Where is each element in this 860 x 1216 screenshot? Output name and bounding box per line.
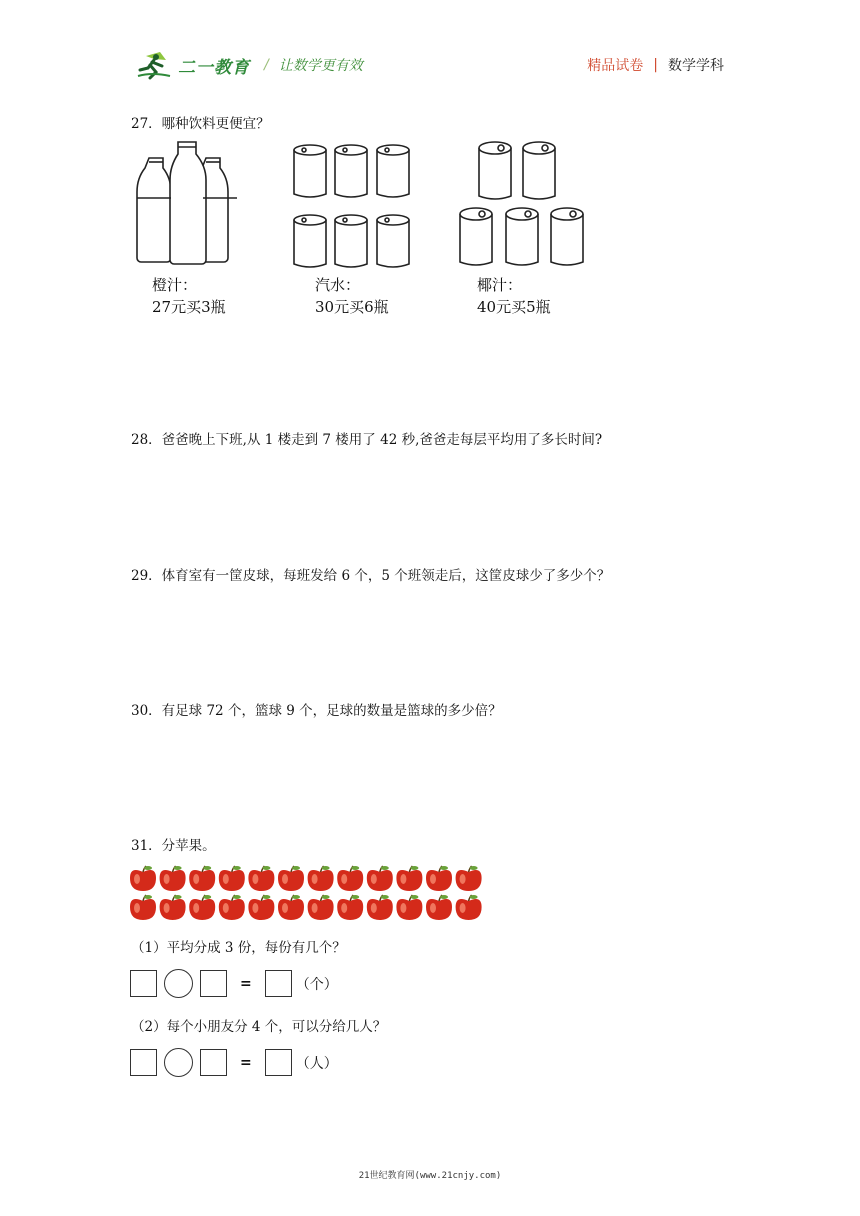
operator-circle[interactable] bbox=[164, 1048, 193, 1077]
apple-icon bbox=[219, 866, 245, 891]
unit-label: （个） bbox=[295, 976, 338, 993]
answer-box[interactable] bbox=[200, 1049, 227, 1076]
apple-icon bbox=[278, 895, 304, 920]
question-31-part-2: （2）每个小朋友分 4 个，可以分给几人？ bbox=[131, 1019, 387, 1035]
orange-juice-name: 橙汁： bbox=[152, 276, 198, 294]
apples-grid bbox=[130, 864, 486, 924]
question-29: 29．体育室有一筐皮球，每班发给 6 个，5 个班领走后，这筐皮球少了多少个？ bbox=[131, 568, 611, 584]
coconut-cans-icon bbox=[460, 142, 583, 265]
coconut-label bbox=[477, 274, 551, 318]
apple-icon bbox=[456, 866, 482, 891]
soda-cans-icon bbox=[294, 145, 409, 267]
apple-icon bbox=[426, 895, 452, 920]
question-31-part-1: （1）平均分成 3 份，每份有几个？ bbox=[131, 940, 346, 956]
orange-juice-label bbox=[152, 274, 226, 318]
apple-icon bbox=[337, 895, 363, 920]
header-subject: 数学学科 bbox=[668, 58, 724, 74]
header-tag: 精品试卷 bbox=[587, 58, 644, 74]
question-30: 30．有足球 72 个，篮球 9 个，足球的数量是篮球的多少倍？ bbox=[131, 703, 502, 719]
apple-icon bbox=[278, 866, 304, 891]
soda-price: 30元买6瓶 bbox=[315, 298, 389, 316]
apple-icon bbox=[160, 895, 186, 920]
result-box[interactable] bbox=[265, 970, 292, 997]
apple-icon bbox=[248, 866, 274, 891]
apple-icon bbox=[367, 895, 393, 920]
apple-icon bbox=[189, 895, 215, 920]
logo-text: 二一教育 bbox=[178, 57, 250, 78]
apple-icon bbox=[308, 895, 334, 920]
operator-circle[interactable] bbox=[164, 969, 193, 998]
apple-icon bbox=[456, 895, 482, 920]
slogan: 让数学更有效 bbox=[278, 58, 363, 74]
apple-icon bbox=[337, 866, 363, 891]
apple-icon bbox=[219, 895, 245, 920]
bottles-icon bbox=[137, 142, 237, 264]
header-separator: | bbox=[653, 57, 658, 73]
apple-icon bbox=[189, 866, 215, 891]
answer-row-1 bbox=[130, 969, 338, 998]
question-31: 31．分苹果。 bbox=[131, 838, 216, 854]
apple-icon bbox=[426, 866, 452, 891]
equals-sign: = bbox=[240, 975, 252, 992]
result-box[interactable] bbox=[265, 1049, 292, 1076]
unit-label: （人） bbox=[295, 1055, 338, 1072]
orange-juice-price: 27元买3瓶 bbox=[152, 298, 226, 316]
question-28: 28．爸爸晚上下班,从 1 楼走到 7 楼用了 42 秒,爸爸走每层平均用了多长时间? bbox=[131, 432, 603, 448]
question-27: 27．哪种饮料更便宜？ bbox=[131, 116, 270, 132]
apple-icon bbox=[396, 866, 422, 891]
soda-name: 汽水： bbox=[315, 276, 361, 294]
coconut-name: 椰汁： bbox=[477, 276, 523, 294]
apple-icon bbox=[130, 895, 156, 920]
apple-icon bbox=[160, 866, 186, 891]
drinks-illustration bbox=[135, 140, 605, 270]
apple-icon bbox=[367, 866, 393, 891]
coconut-price: 40元买5瓶 bbox=[477, 298, 551, 316]
runner-logo-icon bbox=[136, 50, 174, 80]
header-brand bbox=[136, 50, 363, 80]
soda-label bbox=[315, 274, 389, 318]
apple-icon bbox=[396, 895, 422, 920]
apple-icon bbox=[308, 866, 334, 891]
apple-icon bbox=[248, 895, 274, 920]
answer-box[interactable] bbox=[130, 1049, 157, 1076]
answer-row-2 bbox=[130, 1048, 338, 1077]
page-footer: 21世纪教育网(www.21cnjy.com) bbox=[358, 1171, 502, 1181]
header-divider: / bbox=[264, 57, 269, 73]
answer-box[interactable] bbox=[130, 970, 157, 997]
answer-box[interactable] bbox=[200, 970, 227, 997]
header-tags bbox=[587, 55, 724, 75]
equals-sign: = bbox=[240, 1054, 252, 1071]
apple-icon bbox=[130, 866, 156, 891]
